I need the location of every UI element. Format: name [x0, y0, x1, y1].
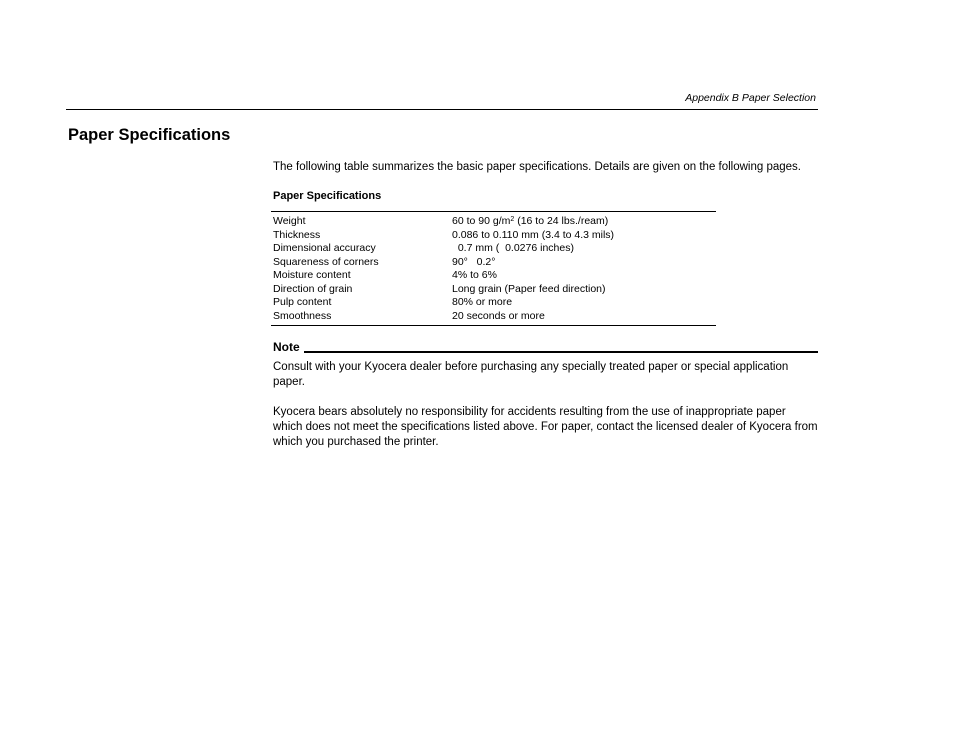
spec-value — [450, 212, 716, 229]
table-row — [271, 256, 716, 270]
table-row — [271, 242, 716, 256]
spec-name: Direction of grain — [273, 282, 353, 295]
table-row — [271, 283, 716, 297]
spec-value: 0.086 to 0.110 mm (3.4 to 4.3 mils) — [452, 228, 615, 241]
table-row — [271, 229, 716, 243]
note-paragraph: Kyocera bears absolutely no responsibility for accidents resulting from the use of inappropriate paper which does not meet the specifications listed above. For paper, contact the licensed dealer of Kyocera from which you purchased the printer. — [273, 406, 818, 448]
table-row — [271, 296, 716, 310]
spec-name: Moisture content — [273, 269, 351, 281]
note-label: Note — [273, 340, 300, 354]
spec-value: 0.7 mm ( 0.0276 inches) — [452, 242, 574, 254]
section-title: Paper Specifications — [68, 126, 231, 144]
spec-value: 80% or more — [452, 296, 513, 308]
note-paragraph: Consult with your Kyocera dealer before purchasing any specially treated paper or special application paper. — [273, 361, 789, 388]
table-row — [271, 212, 716, 229]
running-header: Appendix B Paper Selection — [685, 92, 816, 104]
spec-name: Weight — [273, 215, 306, 227]
spec-value-text: 60 to 90 g/m — [452, 215, 511, 227]
spec-name: Smoothness — [273, 309, 332, 322]
spec-value-suffix: (16 to 24 lbs./ream) — [514, 215, 609, 227]
spec-value: 90° 0.2° — [452, 255, 496, 268]
note-rule — [304, 351, 818, 353]
intro-paragraph: The following table summarizes the basic paper specifications. Details are given on the following pages. — [273, 161, 802, 173]
spec-name: Squareness of corners — [273, 255, 379, 268]
spec-value: 20 seconds or more — [452, 309, 545, 322]
table-row — [271, 310, 716, 326]
table-row — [271, 269, 716, 283]
spec-value: Long grain (Paper feed direction) — [452, 282, 606, 295]
superscript: 2 — [510, 216, 515, 223]
header-rule — [66, 109, 818, 110]
spec-name: Thickness — [273, 228, 321, 241]
spec-table — [271, 211, 716, 326]
spec-value: 4% to 6% — [452, 269, 497, 281]
table-title: Paper Specifications — [273, 190, 382, 202]
note-heading — [273, 340, 818, 355]
spec-name: Dimensional accuracy — [273, 242, 376, 254]
content-body — [273, 160, 818, 465]
spec-name: Pulp content — [273, 296, 332, 308]
